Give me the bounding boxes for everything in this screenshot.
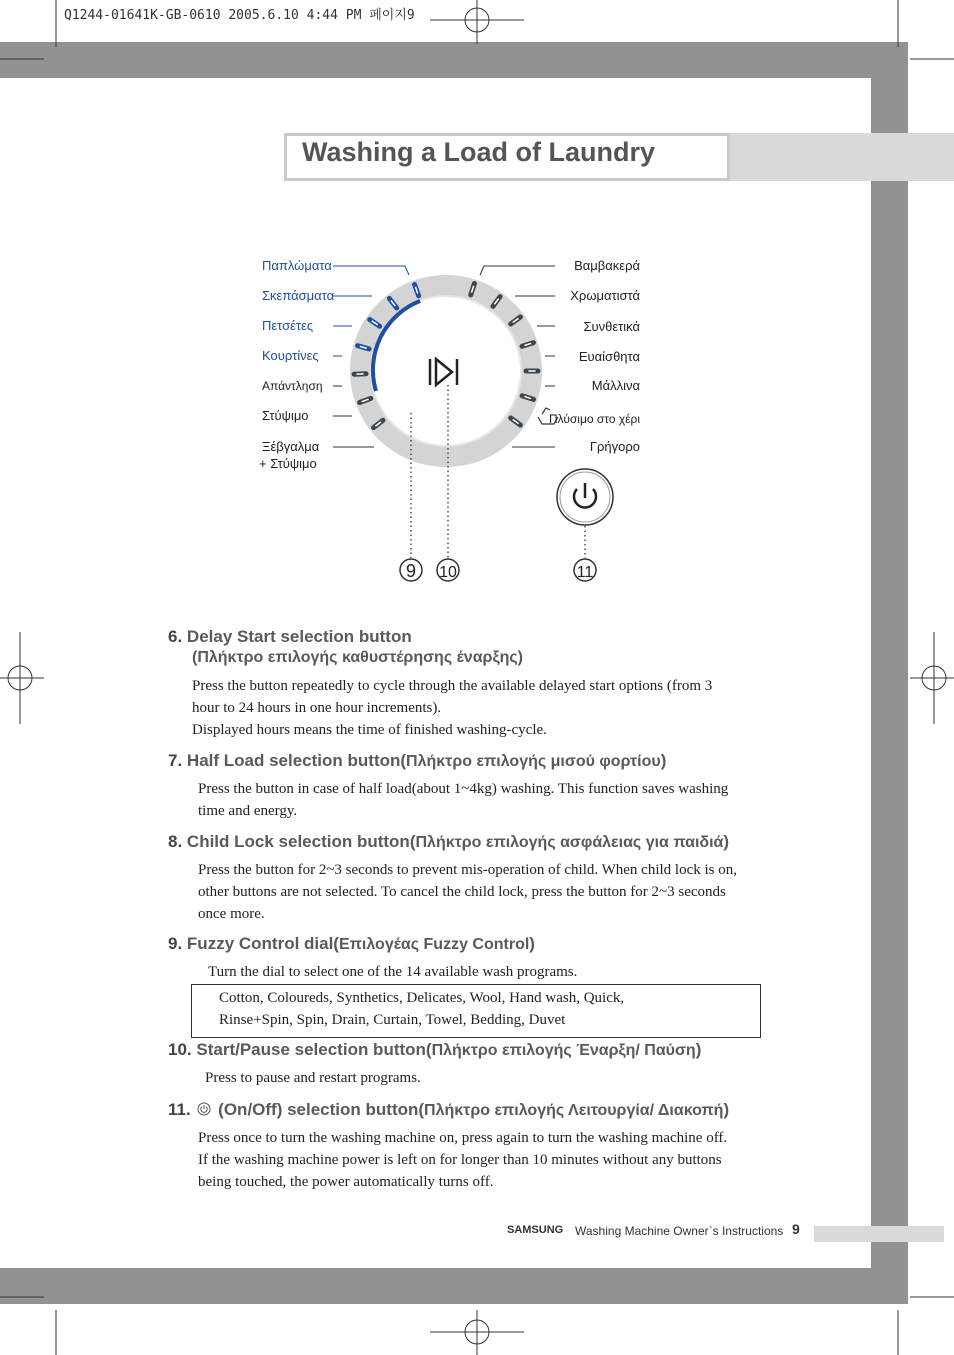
section-11-close: ): [723, 1100, 730, 1119]
label-cotton: Βαμβακερά: [574, 258, 640, 273]
callout-10: 10: [439, 564, 457, 581]
section-6-number: 6.: [168, 627, 183, 646]
section-7-title: [168, 751, 666, 771]
label-coloureds: Χρωματιστά: [570, 288, 640, 303]
section-8-body: [198, 859, 737, 925]
section-10-greek: Πλήκτρο επιλογής Έναρξη/ Παύση: [431, 1042, 696, 1059]
section-10-close: ): [695, 1040, 702, 1059]
label-drain: Απάντληση: [262, 379, 323, 393]
callout-circles: [400, 559, 596, 581]
section-8-close: ): [723, 832, 730, 851]
callout-9: 9: [405, 561, 417, 581]
label-quick: Γρήγορο: [589, 439, 640, 454]
footer-band: [814, 1226, 944, 1242]
text-line: time and energy.: [198, 803, 298, 819]
label-curtain: Κουρτίνες: [262, 348, 319, 363]
footer-text: Washing Machine Owner`s Instructions: [575, 1224, 784, 1238]
section-11-number: 11.: [168, 1100, 191, 1119]
text-line: hour to 24 hours in one hour increments).: [192, 700, 442, 716]
section-8-title: [168, 832, 729, 852]
section-6-title: [168, 627, 412, 647]
text-line: Rinse+Spin, Spin, Drain, Curtain, Towel, Bedding, Duvet: [219, 1012, 566, 1028]
footer-brand: SAMSUNG: [507, 1224, 564, 1236]
text-line: once more.: [198, 906, 265, 922]
text-line: Press the button in case of half load(about 1~4kg) washing. This function saves washing: [198, 781, 729, 797]
text-line: being touched, the power automatically turns off.: [198, 1174, 494, 1190]
label-synthetics: Συνθετικά: [583, 319, 640, 334]
section-6-name: Delay Start selection button: [186, 627, 412, 646]
section-9-greek: Επιλογέας Fuzzy Control: [338, 936, 530, 953]
section-8-greek: Πλήκτρο επιλογής ασφάλειας για παιδιά: [415, 834, 724, 851]
page-title: Washing a Load of Laundry: [302, 137, 656, 167]
section-9-title: [168, 934, 535, 954]
section-9-close: ): [529, 934, 535, 953]
programs-list: [219, 987, 624, 1031]
power-small-icon: [197, 1102, 211, 1116]
section-11-body: [198, 1127, 727, 1193]
label-delicates: Ευαίσθητα: [578, 349, 640, 364]
label-spin: Στύψιμο: [262, 408, 309, 423]
text-line: Press once to turn the washing machine on, press again to turn the washing machine off.: [198, 1130, 728, 1146]
section-11-title: [168, 1100, 729, 1120]
section-11-name: (On/Off) selection button(: [218, 1100, 425, 1119]
text-line: Cotton, Coloureds, Synthetics, Delicates, Wool, Hand wash, Quick,: [219, 990, 625, 1006]
label-hand-wash: Πλύσιμο στο χέρι: [548, 412, 640, 426]
section-7-body: [198, 778, 728, 822]
section-10-number: 10.: [168, 1040, 192, 1059]
section-6-body: [192, 675, 712, 741]
section-11-greek: Πλήκτρο επιλογής Λειτουργία/ Διακοπή: [424, 1102, 724, 1119]
section-7-greek: Πλήκτρο επιλογής μισού φορτίου: [406, 753, 661, 770]
text-line: Press the button for 2~3 seconds to prevent mis-operation of child. When child lock is on,: [198, 862, 737, 878]
title-band: [730, 133, 954, 181]
section-7-close: ): [660, 751, 667, 770]
label-rinse: Ξέβγαλμα: [262, 439, 320, 454]
section-9-number: 9.: [168, 934, 183, 953]
section-10-title: [168, 1040, 701, 1060]
label-bedding: Σκεπάσματα: [262, 288, 335, 303]
print-header: Q1244-01641K-GB-0610 2005.6.10 4:44 PM 페이지9: [64, 8, 415, 23]
section-8-number: 8.: [168, 832, 183, 851]
label-towel: Πετσέτες: [262, 318, 314, 333]
label-duvet: Παπλώματα: [262, 258, 332, 273]
callout-11: 11: [576, 564, 594, 581]
section-9-name: Fuzzy Control dial(: [186, 934, 339, 953]
section-10-name: Start/Pause selection button(: [196, 1040, 432, 1059]
section-10-body: Press to pause and restart programs.: [205, 1070, 421, 1086]
text-line: other buttons are not selected. To cancel the child lock, press the button for 2~3 seconds: [198, 884, 726, 900]
section-7-name: Half Load selection button(: [186, 751, 407, 770]
text-line: Press the button repeatedly to cycle through the available delayed start options (from 3: [192, 678, 713, 694]
control-panel-diagram: [0, 230, 954, 600]
section-7-number: 7.: [168, 751, 183, 770]
label-wool: Μάλλινα: [591, 378, 640, 393]
text-line: If the washing machine power is left on for longer than 10 minutes without any buttons: [198, 1152, 722, 1168]
text-line: Displayed hours means the time of finished washing-cycle.: [192, 722, 547, 738]
section-6-greek: (Πλήκτρο επιλογής καθυστέρησης έναρξης): [192, 649, 523, 666]
section-8-name: Child Lock selection button(: [186, 832, 416, 851]
page-number: 9: [792, 1221, 800, 1237]
label-rinse-spin: + Στύψιμο: [259, 456, 317, 471]
section-9-body: Turn the dial to select one of the 14 available wash programs.: [208, 964, 578, 980]
